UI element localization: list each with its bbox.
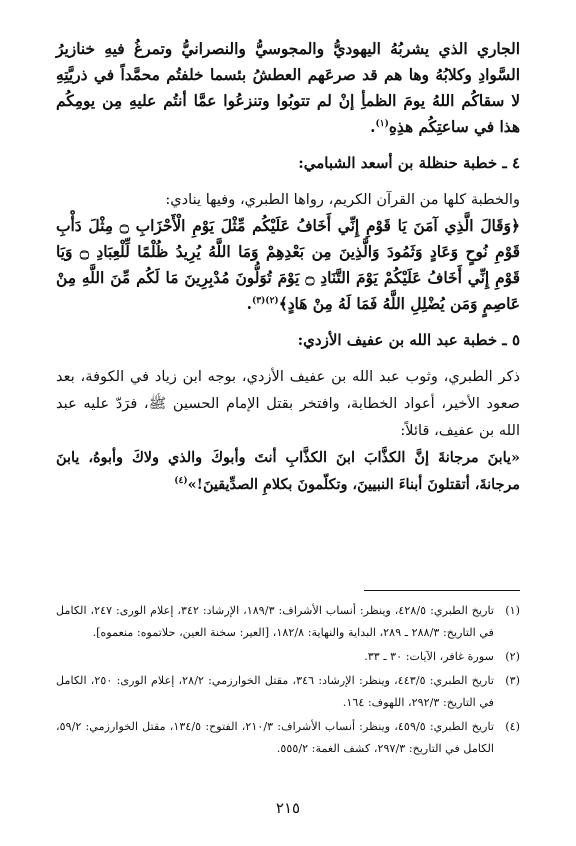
footnote-ref-4: (٤) — [174, 476, 188, 487]
footnote-number: (١) — [505, 604, 520, 617]
footnote-text: تاريخ الطبري: ٤٢٨/٥، وينظر: أنساب الأشراف: ١٨٩/٣، الإرشاد: ٣٤٢، إعلام الورى: ٢٤٧، الكامل في التاريخ: ٢٨٨/٣ ـ ٢٨٩، البداية والنهاية: ١٨٢/٨، [العير: سخنة العين، حلاتموه: منعموه]. — [56, 604, 494, 639]
section-heading-4: ٤ ـ خطبة حنظلة بن أسعد الشبامي: — [298, 154, 520, 172]
footnote-text: تاريخ الطبري: ٤٥٩/٥، وينظر: أنساب الأشراف: ٢١٠/٣، الفتوح: ١٣٤/٥، مقتل الخوارزمي: ٥٩/٢، الكامل في التاريخ: ٢٩٧/٣، كشف الغمة: ٥٥٥/٢. — [56, 720, 494, 755]
intro-paragraph: والخطبة كلها من القرآن الكريم، رواها الطبري، وفيها ينادي: — [165, 191, 520, 208]
quran-verses-text: ﴿وَقَالَ الَّذِي آمَنَ يَا قَوْمِ إِنِّي أَخَافُ عَلَيْكُم مِّثْلَ يَوْمِ الْأَحْزَابِ ۝ مِثْلَ دَأْبِ قَوْمِ نُوحٍ وَعَادٍ وَثَمُودَ وَالَّذِينَ مِن بَعْدِهِمْ وَمَا اللَّهُ يُرِيدُ ظُلْمًا لِّلْعِبَادِ ۝ وَيَا قَوْمِ إِنِّي أَخَافُ عَلَيْكُمْ يَوْمَ التَّنَادِ ۝ يَوْمَ تُوَلُّونَ مُدْبِرِينَ مَا لَكُم مِّنَ اللَّهِ مِنْ عَاصِمٍ وَمَن يُضْلِلِ اللَّهُ فَمَا لَهُ مِنْ هَادٍ﴾ — [56, 217, 520, 313]
footnote-number: (٢) — [505, 650, 520, 663]
sermon-quote-continuation: الجاري الذي يشربُهُ اليهوديُّ والمجوسيُّ والنصرانيُّ وتمرغُ فيهِ خنازيرُ السَّوادِ وكلابُهُ وها هم قد صرعَهم العطشُ بئسما خلفتُم محمَّداً في ذريَّتِهِ لا سقاكُم اللهُ يومَ الظمأِ إنْ لم تتوبُوا وتنزعُوا عمَّا أنتُم عليهِ مِن يومِكُم هذا في ساعتِكُم هذِهِ$^{(١)}$. — [56, 40, 520, 136]
footnote-item — [56, 716, 520, 760]
footnote-text: تاريخ الطبري: ٤٤٣/٥، وينظر: الإرشاد: ٣٤٦، مقتل الخوارزمي: ٢٨/٢، إعلام الورى: ٢٥٠، الكامل في التاريخ: ٢٩٢/٣، اللهوف: ١٦٤. — [56, 674, 494, 709]
footnote-ref-1: (١) — [375, 118, 389, 129]
footnote-item — [56, 670, 520, 714]
footnote-text: سورة غافر، الآيات: ٣٠ ـ ٣٣. — [364, 650, 494, 663]
footnote-item — [56, 600, 520, 644]
footnote-number: (٣) — [505, 674, 520, 687]
footnote-item — [56, 646, 520, 668]
footnotes — [56, 600, 520, 762]
abdullah-quote — [56, 444, 520, 498]
section-heading-5: ٥ ـ خطبة عبد الله بن عفيف الأزدي: — [297, 331, 520, 349]
footnote-number: (٤) — [505, 720, 520, 733]
page-number: ٢١٥ — [275, 799, 301, 817]
footnote-separator — [364, 590, 520, 591]
quran-verses: ﴿وَقَالَ الَّذِي آمَنَ يَا قَوْمِ إِنِّي أَخَافُ عَلَيْكُم مِّثْلَ يَوْمِ الْأَحْزَابِ ۝ مِثْلَ دَأْبِ قَوْمِ نُوحٍ وَعَادٍ وَثَمُودَ وَالَّذِينَ مِن بَعْدِهِمْ وَمَا اللَّهُ يُرِيدُ ظُلْمًا لِّلْعِبَادِ ۝ وَيَا قَوْمِ إِنِّي أَخَافُ عَلَيْكُمْ يَوْمَ التَّنَادِ ۝ يَوْمَ تُوَلُّونَ مُدْبِرِينَ مَا لَكُم مِّنَ اللَّهِ مِنْ عَاصِمٍ وَمَن يُضْلِلِ اللَّهُ فَمَا لَهُ مِنْ هَادٍ﴾$^{(٢)(٣)}$. — [56, 217, 520, 313]
sermon-quote-text: الجاري الذي يشربُهُ اليهوديُّ والمجوسيُّ والنصرانيُّ وتمرغُ فيهِ خنازيرُ السَّوادِ وكلابُهُ وها هم قد صرعَهم العطشُ بئسما خلفتُم محمَّداً في ذريَّتِهِ لا سقاكُم اللهُ يومَ الظمأِ إنْ لم تتوبُوا وتنزعُوا عمَّا أنتُم عليهِ مِن يومِكُم هذا في ساعتِكُم هذِهِ — [56, 40, 520, 136]
footnote-ref-2-3: (٢)(٣) — [251, 295, 279, 306]
narrative-paragraph: ذكر الطبري، وثوب عبد الله بن عفيف الأزدي، بوجه ابن زياد في الكوفة، بعد صعود الأخير، أعواد الخطابة، وافتخر بقتل الإمام الحسين ﷺ، فرَدّ عليه عبد الله بن عفيف، قائلاً: — [56, 368, 520, 439]
abdullah-quote-text: «يابنَ مرجانةَ إنَّ الكذَّابَ ابنَ الكذَّابِ أنتَ وأبوكَ والذي ولاكَ وأبوهُ، يابنَ مرجانةَ، أتقتلونَ أبناءَ النبيينَ، وتكلّمونَ بكلامِ الصدِّيقينَ!» — [56, 449, 520, 493]
